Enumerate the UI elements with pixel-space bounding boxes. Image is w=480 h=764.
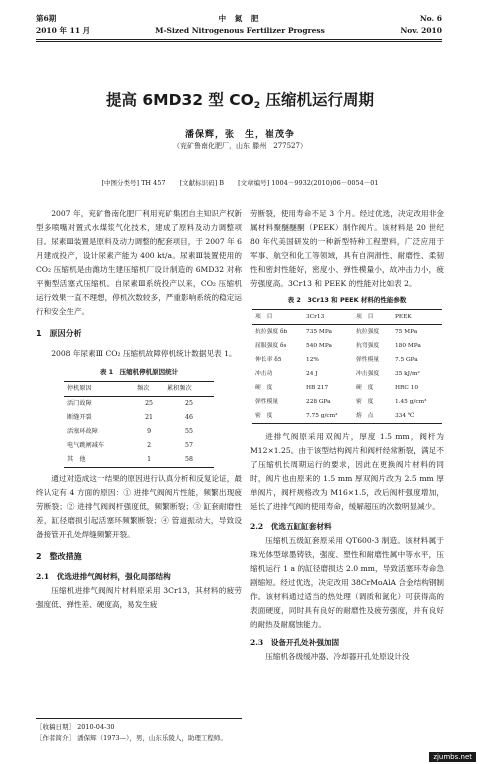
table-row: 密 度 7.75 g/cm³ 熔 点 334 ℃	[255, 413, 415, 419]
table-row: 电气跳闸减车 2 57	[67, 442, 193, 449]
authors: 潘保辉，张 生，崔茂争	[184, 130, 295, 140]
header-rule-thin	[36, 41, 442, 42]
issue-date-en: Nov. 2010	[400, 26, 442, 35]
table2-header: 3Cr13	[306, 314, 325, 320]
peek-paragraph: 劳断裂，使用寿命不足 3 个月。经过优选，决定改用非金属材料聚醚醚酮（PEEK）制作阀片。该材料是 20 世纪 80 年代美国研发的一种新型特种工程塑料，广泛应用于军事、航空和化工等领域，具有自润滑性、耐磨性、柔韧性和密封性能好，密度小、弹性模量小，故冲击力小，疲劳强度高。3Cr13 和 PEEK 的性能对比如表 2。	[250, 209, 444, 288]
table-row: 硬 度 HB 217 硬 度 HRC 10	[255, 385, 419, 391]
table1-header: 停机原因	[67, 385, 92, 392]
table-row: 屈服强度 δs 540 MPa 抗弯强度 180 MPa	[255, 343, 421, 349]
table2-header: 项 目	[356, 314, 374, 320]
table-row: 抗拉强度 δb 735 MPa 抗拉强度 75 MPa	[255, 329, 418, 335]
table-row: 断缝开裂 21 46	[67, 414, 193, 421]
issue-date-cn: 2010 年 11 月	[36, 26, 91, 35]
document-code: [文献标识码] B	[179, 179, 225, 187]
table1-shutdown-causes	[64, 381, 214, 468]
cylinder-liner-paragraph: 压缩机五级缸套原采用 QT600-3 制造。该材料属于珠光体型球墨铸铁，强度、塑性和耐磨性属中等水平，压缩机运行 1 a 的缸径磨损达 2.0 mm，导致活塞环寿命急剧缩短。经过优选，决定改用 38CrMoAlA 合金结构钢制作。该材料通过适当的热处理（调质和氮化）可获得高的表面硬度，同时具有良好的耐磨性及疲劳强度，并有良好的耐热及耐腐蚀能力。	[250, 536, 444, 629]
intro-paragraph: 2007 年，兖矿鲁南化肥厂利用兖矿集团自主知识产权新型多喷嘴对置式水煤浆气化技术，建成了原料及动力调整项目。尿素Ⅲ装置是原料及动力调整的配套项目，于 2007 年 6 月建成投产，设计尿素产能为 400 kt/a。尿素Ⅲ装置使用的 CO₂ 压缩机是由潍坊生建压缩机厂设计制造的 6MD32 对称平衡型活塞式压缩机。自尿素Ⅲ系统投产以来，CO₂ 压缩机运行效果一直不理想，停机次数较多，严重影响系统的稳定运行和安全生产。	[36, 209, 242, 316]
valve-material-paragraph: 压缩机进排气阀阀片材料原采用 3Cr13，其材料的疲劳强度低、弹性差、硬度高，易发生疲	[36, 586, 242, 609]
table-row: 伸长率 δ5 12% 弹性模量 7.5 GPa	[255, 357, 418, 363]
article-number: [文章编号] 1004－9932(2010)06－0054－01	[238, 179, 379, 187]
received-date: ［收稿日期］ 2010-04-30	[36, 723, 115, 731]
table2-header: PEEK	[394, 314, 412, 320]
valve-structure-paragraph: 进排气阀原采用双阀片，厚度 1.5 mm，阀杆为 M12×1.25。由于该型结构阀片和阀杆经常断裂，满足不了压缩机长周期运行的要求，因此在更换阀片材料的同时，阀片也由原来的 1.5 mm 厚双阀片改为 2.5 mm 厚单阀片，阀杆规格改为 M16×1.5，改后阀杆强度增加，延长了进排气阀的使用寿命，缓解超压的次数明显减少。	[250, 432, 444, 511]
author-bio: ［作者简介］ 潘保辉（1973—），男，山东乐陵人，助理工程师。	[36, 734, 227, 742]
subsection-heading-reinforcement: 2.3 设备开孔处补强加固	[250, 638, 340, 647]
right-column	[250, 207, 444, 664]
section-heading-measures: 2 整改措施	[36, 552, 82, 561]
reinforcement-paragraph: 压缩机各级缓冲器、冷却器开孔处原设计没	[265, 652, 410, 661]
table1-header: 累积频次	[166, 385, 192, 392]
table-row: 其 他 1 58	[67, 456, 193, 463]
table2-header: 项 目	[255, 314, 273, 320]
issue-number-cn: 第6期	[36, 14, 57, 23]
table1-header: 频次	[137, 385, 150, 392]
paragraph-table-ref: 2008 年尿素Ⅲ CO₂ 压缩机故障停机统计数据见表 1。	[51, 349, 237, 358]
affiliation: （兖矿鲁南化肥厂，山东 滕州 277527）	[173, 142, 307, 150]
table-row: 活门故障 25 25	[67, 400, 193, 407]
table2-material-properties	[252, 309, 442, 424]
section-heading-causes: 1 原因分析	[36, 329, 82, 338]
analysis-paragraph: 通过对造成这一结果的原因进行认真分析和反复论证，最终认定有 4 方面的原因：① 进排气阀阀片性能，频繁出现疲劳断裂；② 进排气阀阀杆强度低，频繁断裂；③ 缸套耐磨性差，缸径磨损引起活塞环频繁断裂；④ 管道振动大，导致设备接管开孔处焊缝频繁开裂。	[36, 474, 242, 539]
left-column	[36, 207, 242, 612]
table-row: 冲击功 24 J 冲击强度 35 kJ/m²	[255, 371, 420, 377]
classification-line	[0, 178, 480, 187]
table2-caption: 表 2 3Cr13 和 PEEK 材料的性能参数	[287, 296, 407, 304]
issue-number-en: No. 6	[419, 14, 442, 23]
subsection-heading-cylinder: 2.2 优选五缸缸套材料	[250, 522, 332, 531]
class-number: [中图分类号] TH 457	[101, 179, 166, 187]
table1-caption: 表 1 压缩机停机原因统计	[99, 368, 179, 376]
article-title: 提高 6MD32 型 $CO_2$ 压缩机运行周期	[105, 91, 375, 111]
table-row: 活塞环故障 9 55	[67, 428, 193, 435]
journal-name-cn: 中 氮 肥	[218, 14, 262, 23]
watermark: zjumbs.net	[429, 752, 476, 762]
footnote	[36, 718, 242, 744]
journal-name-en: M-Sized Nitrogenous Fertilizer Progress	[155, 26, 325, 35]
header-rule	[36, 39, 442, 40]
table-row: 弹性模量 228 GPa 密 度 1.45 g/cm³	[255, 399, 427, 405]
subsection-heading-valves: 2.1 优选进排气阀材料，强化局部结构	[36, 572, 171, 581]
